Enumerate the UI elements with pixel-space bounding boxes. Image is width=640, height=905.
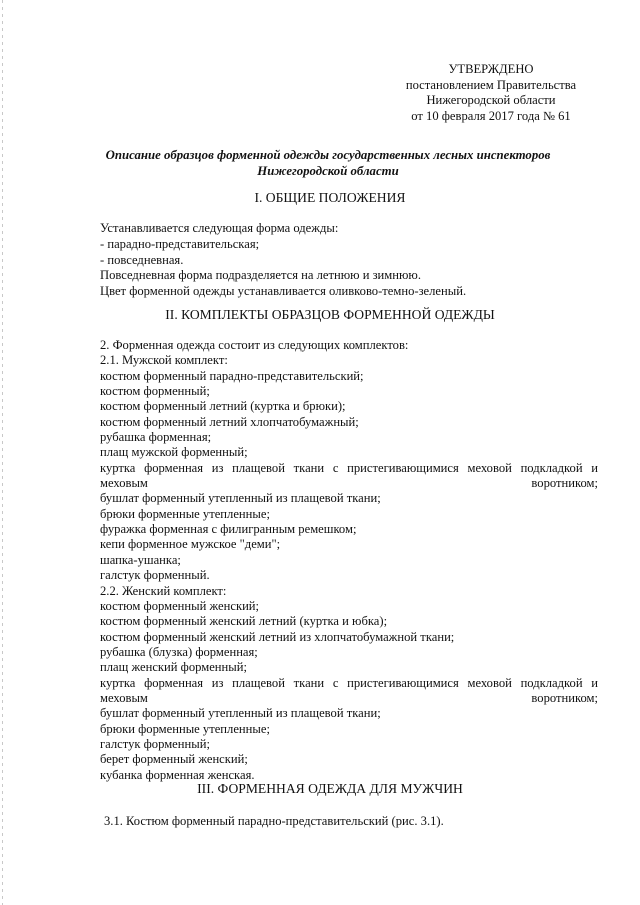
subsection-heading: 2.2. Женский комплект: <box>100 583 227 598</box>
list-item: фуражка форменная с филигранным ремешком; <box>100 522 357 537</box>
title-line: Описание образцов форменной одежды государственных лесных инспекторов <box>105 148 551 162</box>
list-item: куртка форменная из плащевой ткани с пристегивающимися меховой подкладкой и меховым воротником; <box>100 675 598 705</box>
list-item: кепи форменное мужское "деми"; <box>100 537 281 552</box>
list-item: костюм форменный женский летний из хлопчатобумажной ткани; <box>100 629 455 644</box>
list-item: брюки форменные утепленные; <box>100 721 270 736</box>
list-item: бушлат форменный утепленный из плащевой ткани; <box>100 491 381 506</box>
paragraph: Устанавливается следующая форма одежды: <box>100 221 339 235</box>
section-2-heading: II. КОМПЛЕКТЫ ОБРАЗЦОВ ФОРМЕННОЙ ОДЕЖДЫ <box>165 307 495 322</box>
list-item: рубашка форменная; <box>100 430 212 445</box>
list-item: плащ женский форменный; <box>100 660 247 675</box>
section-1-heading: I. ОБЩИЕ ПОЛОЖЕНИЯ <box>254 190 406 205</box>
list-item: куртка форменная из плащевой ткани с пристегивающимися меховой подкладкой и меховым воротником; <box>100 460 598 491</box>
scan-edge-artifact <box>2 0 3 905</box>
section-3-heading: III. ФОРМЕННАЯ ОДЕЖДА ДЛЯ МУЖЧИН <box>197 781 463 796</box>
paragraph: - парадно-представительская; <box>100 236 260 251</box>
list-item: шапка-ушанка; <box>100 552 181 567</box>
list-item: костюм форменный; <box>100 384 210 399</box>
section-1-body <box>100 221 520 300</box>
list-item: берет форменный женский; <box>100 752 248 767</box>
subsection-heading: 2.1. Мужской комплект: <box>100 353 228 368</box>
list-item: костюм форменный женский летний (куртка и юбка); <box>100 614 388 629</box>
approval-stamp <box>386 62 596 124</box>
paragraph: Повседневная форма подразделяется на летнюю и зимнюю. <box>100 268 421 283</box>
section-3-item: 3.1. Костюм форменный парадно-представительский (рис. 3.1). <box>104 814 444 828</box>
list-item: брюки форменные утепленные; <box>100 506 270 521</box>
approval-line: постановлением Правительства <box>405 77 577 92</box>
list-item: кубанка форменная женская. <box>100 767 255 782</box>
list-item: костюм форменный летний (куртка и брюки); <box>100 399 346 414</box>
list-item: бушлат форменный утепленный из плащевой ткани; <box>100 706 381 721</box>
paragraph: Цвет форменной одежды устанавливается оливково-темно-зеленый. <box>100 284 467 299</box>
document-title <box>80 148 576 179</box>
list-item: плащ мужской форменный; <box>100 445 248 460</box>
paragraph: - повседневная. <box>100 252 184 267</box>
list-item: рубашка (блузка) форменная; <box>100 644 258 659</box>
list-item: костюм форменный летний хлопчатобумажный; <box>100 414 359 429</box>
approval-line: от 10 февраля 2017 года № 61 <box>411 108 571 123</box>
approval-line: Нижегородской области <box>426 93 556 108</box>
approval-line: УТВЕРЖДЕНО <box>448 62 534 76</box>
title-line: Нижегородской области <box>257 163 399 178</box>
list-item: галстук форменный. <box>100 568 210 583</box>
list-item: костюм форменный парадно-представительский; <box>100 368 364 383</box>
section-2-body <box>60 338 598 783</box>
list-item: галстук форменный; <box>100 736 210 751</box>
paragraph: 2. Форменная одежда состоит из следующих комплектов: <box>100 338 409 352</box>
list-item: костюм форменный женский; <box>100 598 260 613</box>
